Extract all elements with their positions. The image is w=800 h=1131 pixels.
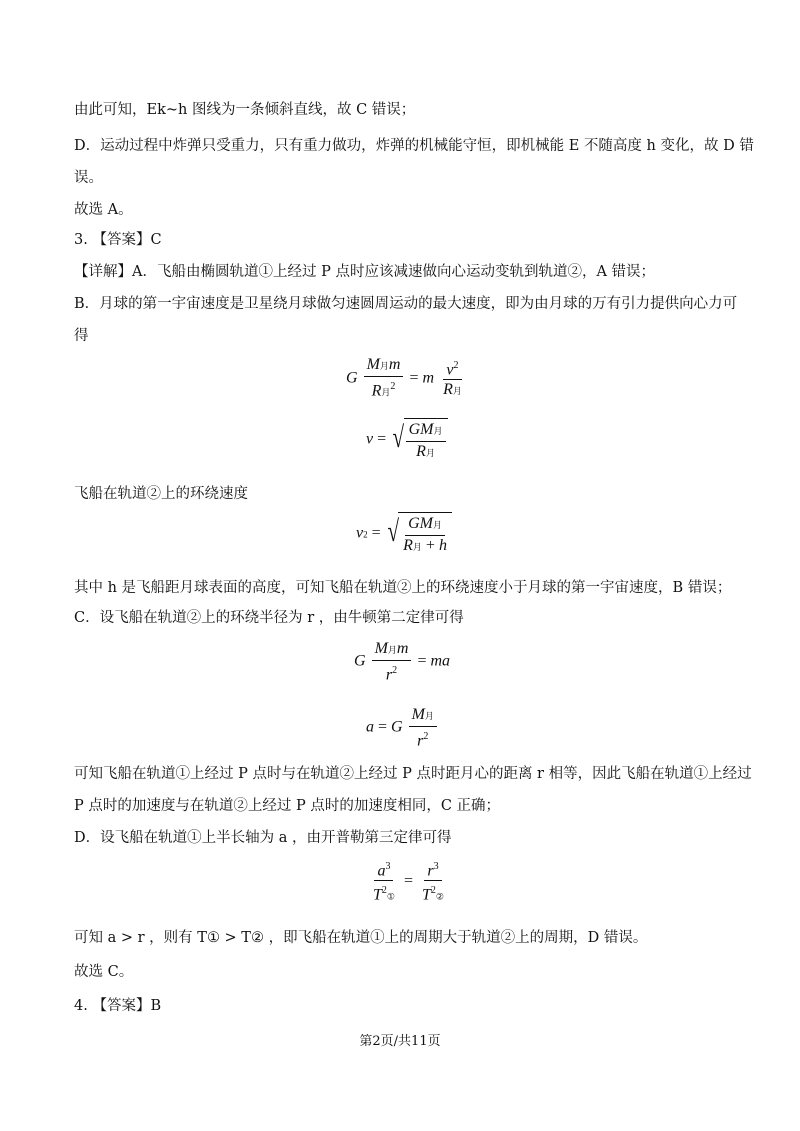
text-line: 可知飞船在轨道①上经过 P 点时与在轨道②上经过 P 点时距月心的距离 r 相等，因此飞船在轨道①上经过 (74, 766, 752, 782)
text-line: 得 (74, 328, 89, 344)
equation-kepler-third-law: $\frac{a^3}{T^2①}$ = $\frac{r^3}{T^2②}$ (368, 858, 449, 906)
text-line: 故选 C。 (74, 964, 134, 980)
page-footer: 第2页/共11页 (359, 1034, 441, 1049)
equation-first-cosmic-velocity: v = √ $\frac{\text{GM月}}{\text{R月}}$ (366, 418, 448, 462)
text-line: D．设飞船在轨道①上半长轴为 a ，由开普勒第三定律可得 (74, 830, 452, 846)
text-line: P 点时的加速度与在轨道②上经过 P 点时的加速度相同，C 正确； (74, 798, 501, 814)
text-line: 可知 a > r ，则有 T① > T② ，即飞船在轨道①上的周期大于轨道②上的周期，D 错误。 (74, 930, 648, 946)
equation-orbit-velocity: v2 = √ $\frac{\text{GM月}}{\text{R月 + h}}$ (356, 512, 452, 556)
text-line: 4. 【答案】B (74, 998, 162, 1014)
text-line: C．设飞船在轨道②上的环绕半径为 r ，由牛顿第二定律可得 (74, 610, 464, 626)
text-line: D．运动过程中炸弹只受重力，只有重力做功，炸弹的机械能守恒，即机械能 E 不随高度 h 变化，故 D 错 (74, 138, 754, 154)
text-line: 飞船在轨道②上的环绕速度 (74, 486, 248, 502)
text-line: 【详解】A．飞船由椭圆轨道①上经过 P 点时应该减速做向心运动变轨到轨道②，A 错误； (74, 264, 656, 280)
text-line: 其中 h 是飞船距月球表面的高度，可知飞船在轨道②上的环绕速度小于月球的第一宇宙速度，B 错误； (74, 580, 732, 596)
equation-newton-second-law: G $\frac{\text{M月m}}{r^2}$ = ma (354, 640, 451, 684)
equation-gravity: G $\frac{\text{M月m}}{R月^2}$ = m $\frac{v^2}{\text{R月}}$ (346, 356, 462, 400)
text-line: 3. 【答案】C (74, 232, 162, 248)
text-line: 误。 (74, 170, 103, 186)
text-line: 故选 A。 (74, 202, 133, 218)
equation-acceleration: a = G $\frac{\text{M月}}{r^2}$ (366, 706, 439, 749)
text-line: B．月球的第一宇宙速度是卫星绕月球做匀速圆周运动的最大速度，即为由月球的万有引力提供向心力可 (74, 296, 738, 312)
text-line: 由此可知，Ek~h 图线为一条倾斜直线，故 C 错误； (74, 102, 416, 118)
